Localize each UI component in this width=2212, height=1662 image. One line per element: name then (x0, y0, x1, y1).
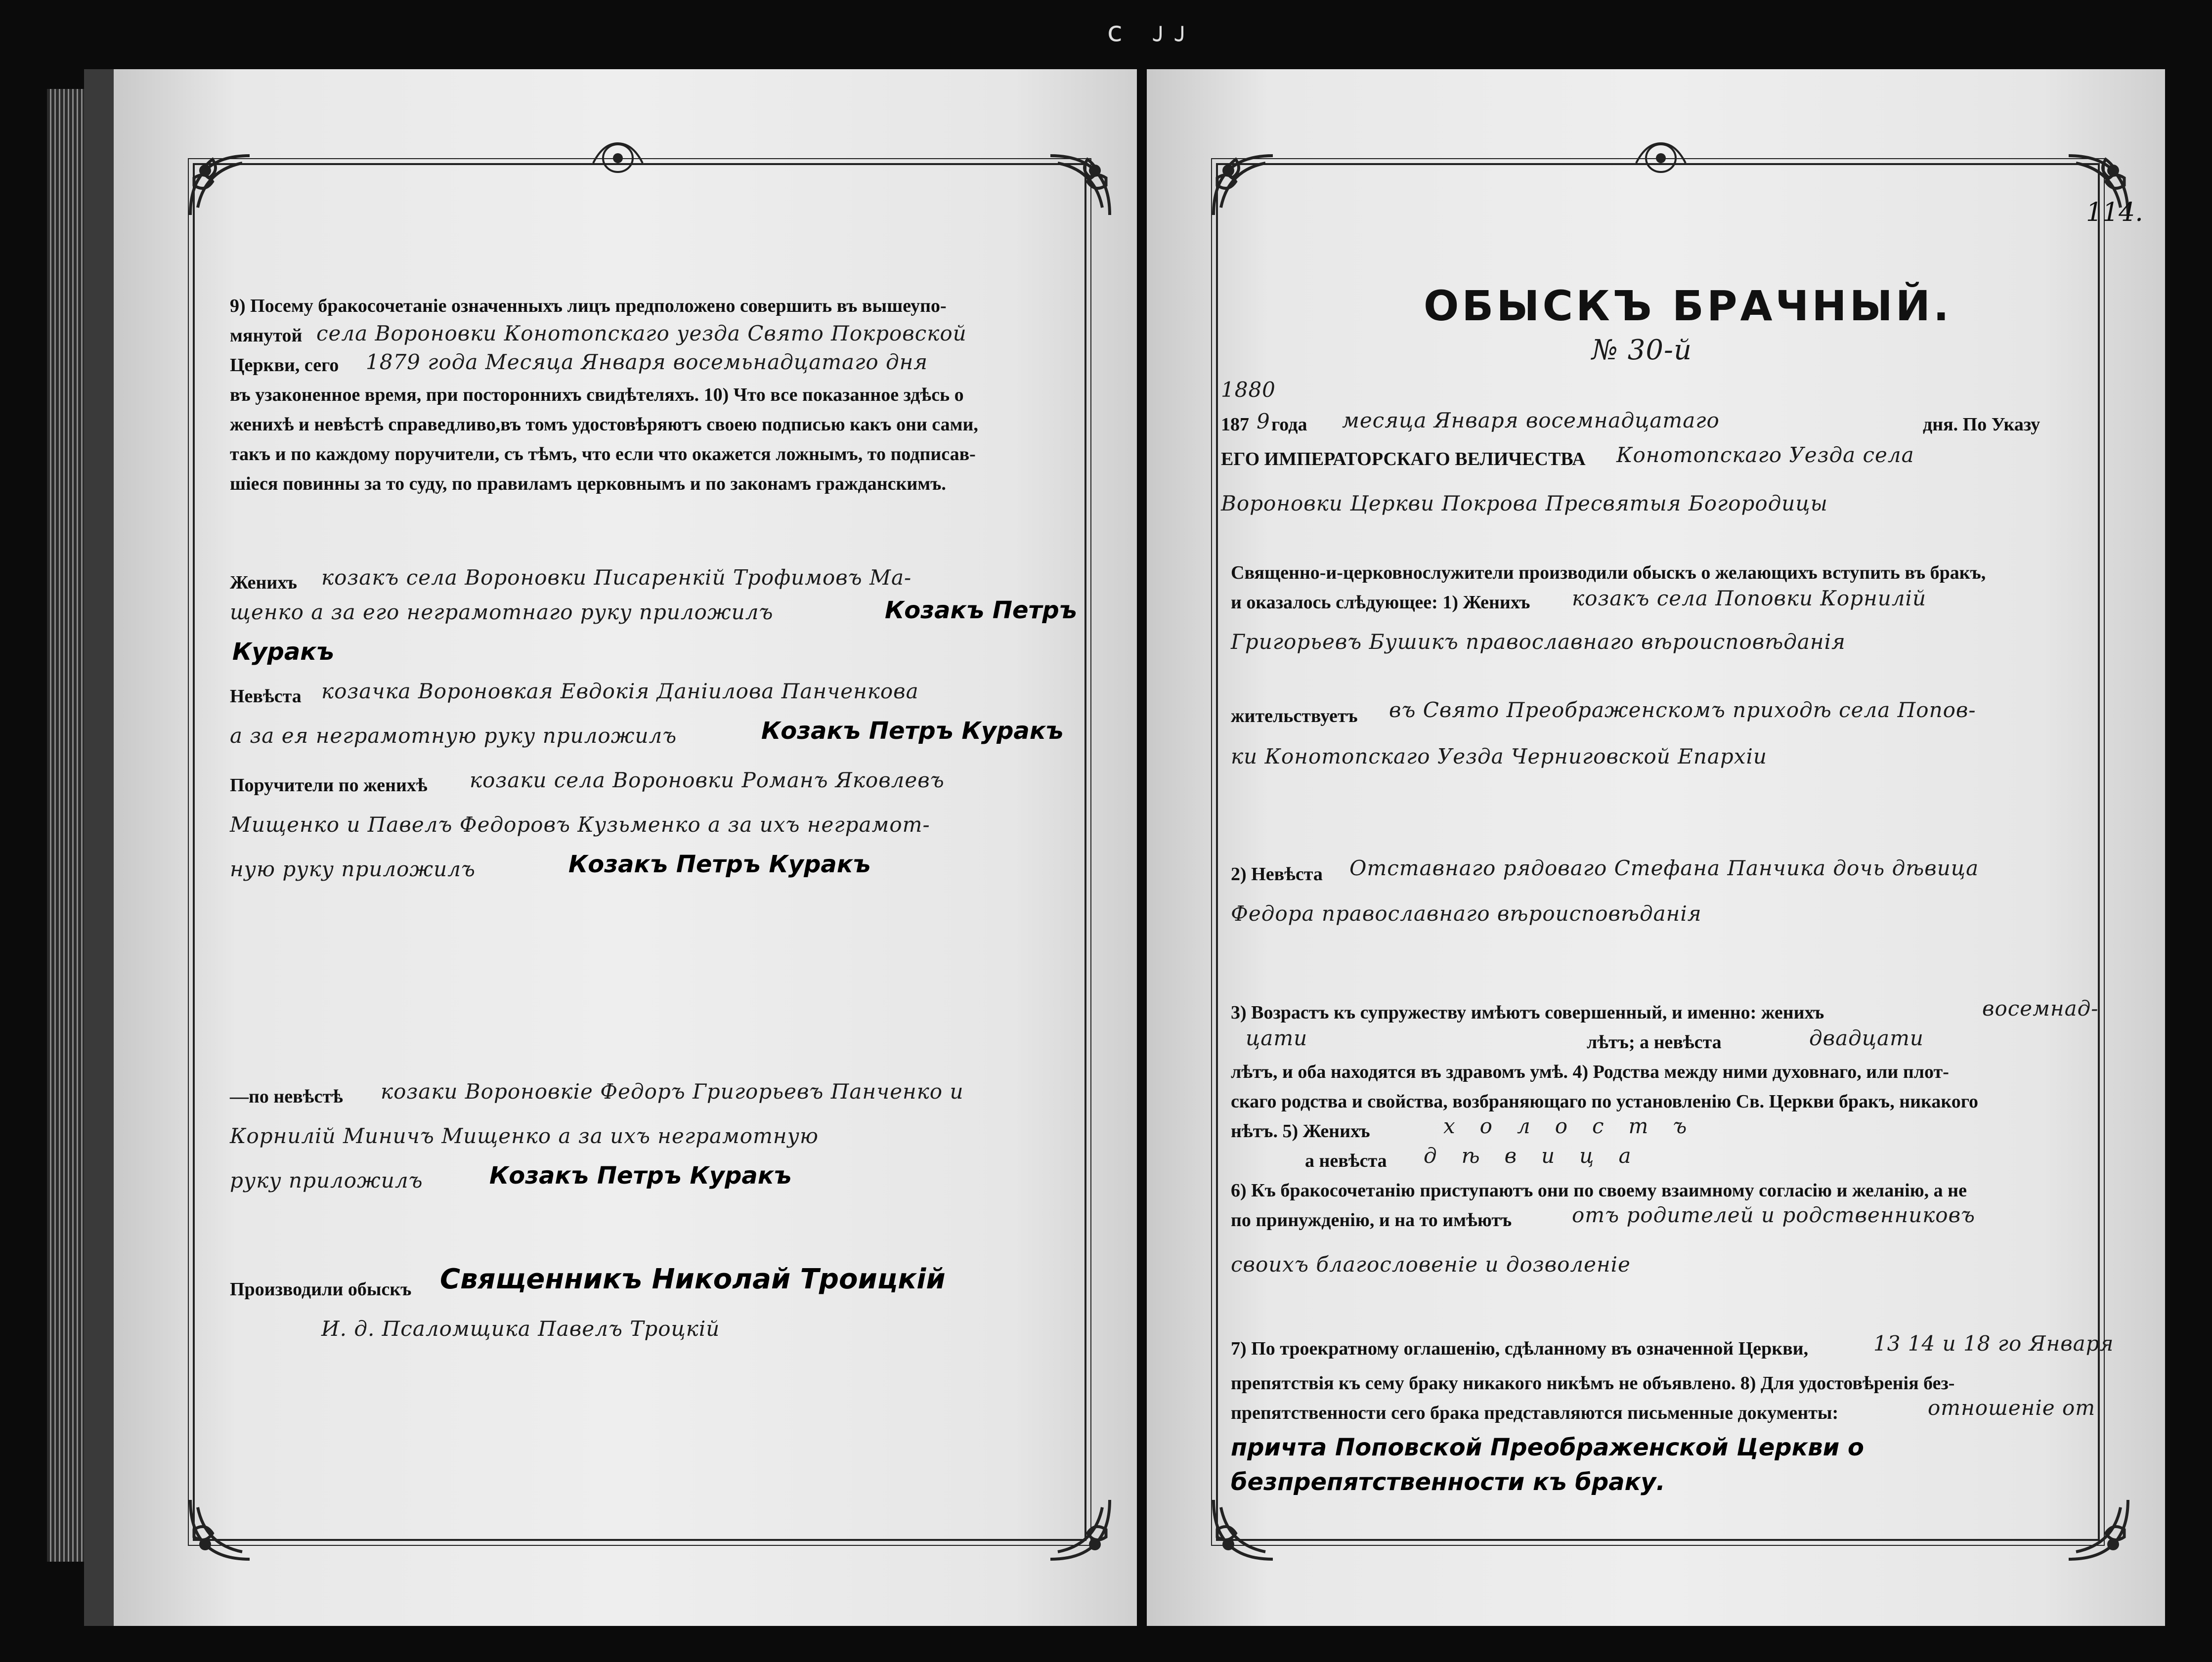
groom-guarantors-hand-line2: Мищенко и Павелъ Федоровъ Кузьменко а за ихъ неграмот- (230, 812, 930, 837)
groom-signature-line2: Куракъ (232, 638, 334, 666)
record-number: № 30-й (1592, 334, 1692, 366)
clergy-line1: Священно-и-церковнослужители производили обыскъ о желающихъ вступить въ бракъ, (1231, 562, 1986, 583)
clergy-line2-hand: козакъ села Поповки Корнилій (1572, 586, 1927, 610)
age-line1-print: 3) Возрастъ къ супружеству имѣютъ совершенный, и именно: женихъ (1231, 1002, 1824, 1023)
intro-line3-hand: Вороновки Церкви Покрова Пресвятыя Богородицы (1221, 491, 1828, 515)
age-line4: скаго родства и свойства, возбраняющаго по установленію Св. Церкви бракъ, никакого (1231, 1091, 1979, 1112)
banns-line3-hand: отношеніе от (1928, 1396, 2096, 1420)
intro-year-digit: 9 (1257, 409, 1270, 433)
clause9-line1: 9) Посему бракосочетаніе означенныхъ лицъ предположено совершить въ вышеупо- (230, 296, 947, 316)
groom-signature-line1: Козакъ Петръ (885, 597, 1077, 624)
clause9-line4: въ узаконенное время, при постороннихъ свидѣтеляхъ. 10) Что все показанное здѣсь о (230, 384, 964, 405)
groom-guarantors-label: Поручители по женихѣ (230, 775, 428, 796)
intro-line2-print: ЕГО ИМПЕРАТОРСКАГО ВЕЛИЧЕСТВА (1221, 449, 1586, 469)
intro-line1-print-a: года (1271, 414, 1307, 435)
bride-hand-line2-right: Федора православнаго вѣроисповѣданія (1231, 901, 1702, 926)
bride-guarantors-label: —по невѣстѣ (230, 1086, 343, 1107)
clergy-line3-hand: Григорьевъ Бушикъ православнаго вѣроисповѣданія (1231, 630, 1846, 654)
banns-line1-print: 7) По троекратному оглашенію, сдѣланному въ означенной Церкви, (1231, 1338, 1809, 1359)
ornament-bottom-left-icon (183, 1492, 257, 1567)
groom-label: Женихъ (230, 572, 298, 593)
ornament-top-left-icon (183, 148, 257, 222)
consent-line2-print: по принужденію, и на то имѣютъ (1231, 1210, 1512, 1231)
archive-stamp: c ᴊᴊ (1107, 16, 1197, 48)
intro-line1-print-b: дня. По Указу (1923, 414, 2040, 435)
banns-line5-hand: безпрепятственности къ браку. (1231, 1468, 1665, 1496)
bride-label: Невѣста (230, 686, 302, 707)
bride-signature: Козакъ Петръ Куракъ (761, 717, 1064, 745)
right-page (1147, 69, 2165, 1626)
left-page (114, 69, 1137, 1626)
age-line2-print: лѣтъ; а невѣста (1587, 1032, 1722, 1053)
intro-line1-hand: месяца Января восемнадцатаго (1342, 408, 1720, 432)
banns-line1-hand: 13 14 и 18 го Января (1873, 1331, 2114, 1356)
clause9-line7: шіеся повинны за то суду, по правиламъ церковнымъ и по законамъ гражданскимъ. (230, 473, 946, 494)
bride-hand-line1: козачка Вороновкая Евдокія Даніилова Панченкова (321, 679, 919, 703)
priest-signature: Священникъ Николай Троицкій (440, 1263, 946, 1295)
ornament-bottom-left-icon (1206, 1492, 1280, 1567)
age-line2-hand-b: двадцати (1809, 1026, 1924, 1050)
banns-line2: препятствія къ сему браку никакого никѣмъ не объявлено. 8) Для удостовѣренія без- (1231, 1373, 1955, 1394)
age-line2-hand-a: цати (1246, 1026, 1308, 1050)
age-line5-hand: холостъ (1443, 1114, 1712, 1138)
intro-line2-hand: Конотопскаго Уезда села (1616, 443, 1914, 467)
book-page-edges (47, 89, 101, 1562)
search-label: Производили обыскъ (230, 1279, 412, 1300)
intro-year-print: 187 (1221, 414, 1249, 435)
residence-hand-line2: ки Конотопскаго Уезда Черниговской Епархіи (1231, 744, 1767, 768)
bride-guarantors-hand-line2: Корнилій Миничъ Мищенко а за ихъ неграмотную (230, 1124, 819, 1148)
consent-line1: 6) Къ бракосочетанію приступаютъ они по своему взаимному согласію и желанію, а не (1231, 1180, 1967, 1201)
bride-guarantors-signature: Козакъ Петръ Куракъ (489, 1162, 792, 1190)
page-title: ОБЫСКЪ БРАЧНЫЙ. (1424, 282, 1952, 330)
clause9-line6: такъ и по каждому поручители, съ тѣмъ, что если что окажется ложнымъ, то подписав- (230, 444, 976, 465)
groom-hand-line2: щенко а за его неграмотнаго руку приложилъ (230, 600, 774, 624)
age-line1-hand: восемнад- (1982, 996, 2099, 1021)
bride-guarantors-hand-line3: руку приложилъ (230, 1168, 423, 1193)
groom-guarantors-hand-line1: козаки села Вороновки Романъ Яковлевъ (470, 768, 945, 792)
crest-top-right-icon (1631, 133, 1691, 178)
age-line6-hand: дѣвица (1424, 1144, 1656, 1168)
clergy-line2-print: и оказалось слѣдующее: 1) Женихъ (1231, 592, 1530, 613)
age-line3: лѣтъ, и оба находятся въ здравомъ умѣ. 4) Родства между ними духовнаго, или плот- (1231, 1062, 1949, 1082)
crest-top-left-icon (588, 133, 648, 178)
bride-hand-line1-right: Отставнаго рядоваго Стефана Панчика дочь дѣвица (1349, 856, 1979, 880)
clause9-line3-print: Церкви, сего (230, 355, 339, 376)
consent-line3-hand: своихъ благословеніе и дозволеніе (1231, 1252, 1631, 1277)
consent-line2-hand: отъ родителей и родственниковъ (1572, 1203, 1976, 1227)
ornament-bottom-right-icon (2061, 1492, 2135, 1567)
bride-hand-line2: а за ея неграмотную руку приложилъ (230, 724, 677, 748)
residence-label: жительствуетъ (1231, 706, 1358, 726)
bride-guarantors-hand-line1: козаки Вороновкіе Федоръ Григорьевъ Панченко и (381, 1079, 964, 1104)
groom-hand-line1: козакъ села Вороновки Писаренкій Трофимовъ Ма- (321, 565, 912, 590)
clause9-line2-hand: села Вороновки Конотопскаго уезда Свято Покровской (316, 321, 967, 345)
groom-guarantors-signature: Козакъ Петръ Куракъ (568, 851, 871, 878)
psalmist-signature: И. д. Псаломщика Павелъ Троцкій (321, 1317, 720, 1341)
residence-hand-line1: въ Свято Преображенскомъ приходѣ села Попов- (1389, 698, 1976, 722)
clause9-line2-print: мянутой (230, 325, 303, 346)
ornament-top-right-icon (1043, 148, 1117, 222)
page-number: 114. (2086, 198, 2143, 227)
ornament-bottom-right-icon (1043, 1492, 1117, 1567)
clause9-line3-hand: 1879 года Месяца Января восемьнадцатаго дня (366, 350, 928, 374)
age-line5-print: нѣтъ. 5) Женихъ (1231, 1121, 1370, 1142)
groom-guarantors-hand-line3: ную руку приложилъ (230, 857, 476, 881)
age-line6-print: а невѣста (1305, 1151, 1387, 1171)
clause9-line5: женихѣ и невѣстѣ справедливо,въ томъ удостовѣряютъ своею подписью какъ они сами, (230, 414, 978, 435)
banns-line4-hand: причта Поповской Преображенской Церкви о (1231, 1434, 1864, 1461)
bride-label-right: 2) Невѣста (1231, 864, 1323, 885)
year-correction: 1880 (1221, 378, 1276, 402)
ornament-top-left-icon (1206, 148, 1280, 222)
banns-line3-print: препятственности сего брака представляются письменные документы: (1231, 1403, 1839, 1423)
